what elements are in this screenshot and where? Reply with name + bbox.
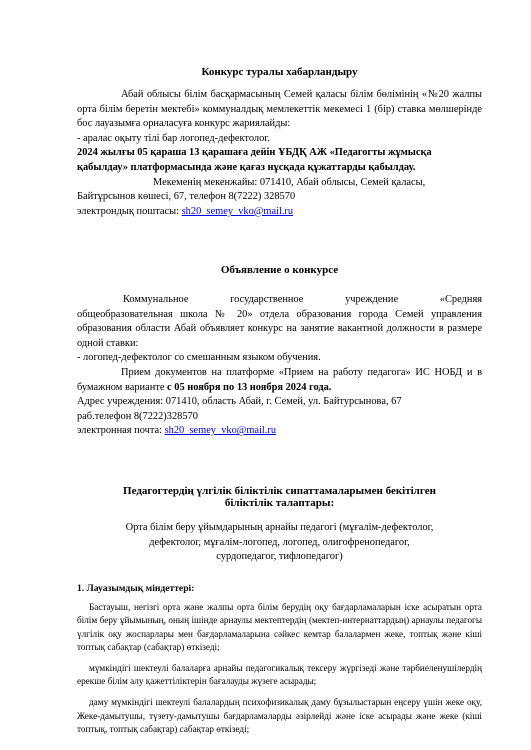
ru-email-line <box>77 424 482 439</box>
ru-address: Адрес учреждения: 071410, область Абай, г. Семей, ул. Байтурсынова, 67 <box>77 396 402 408</box>
kz-email-line <box>77 205 482 220</box>
ru-position: - логопед-дефектолог со смешанным языком обучения. <box>77 352 321 364</box>
ru-dates-bold: с 05 ноября по 13 ноября 2024 года. <box>167 381 332 393</box>
ru-email-link[interactable]: sh20_semey_vko@mail.ru <box>164 425 277 437</box>
ru-word: государственное <box>230 294 304 305</box>
kz-address-line-2: Байтұрсынов көшесі, 67, телефон 8(7222) 328570 <box>77 191 296 203</box>
req-duty-3: даму мүмкіндігі шектеулі балалардың психофизикалық даму бұзылыстарын еңсеру үшін жеке оқу, Жеке-дамытушы, түзету-дамытушы бағдарламаларды әзірлейді және іске асырады және жеке (кіші топтық, топтық сабақтар) сабақтар өткізеді; <box>77 697 482 734</box>
kz-position: - аралас оқыту тілі бар логопед-дефектолог. <box>77 132 270 144</box>
req-duty-2: мүмкіндігі шектеулі балаларға арнайы педагогикалық тексеру жүргізеді және тәрбиеленушілердің ерекше білім алу қажеттіліктерін бағалауды жүзеге асырады; <box>77 663 482 687</box>
kz-body <box>77 88 482 219</box>
ru-body <box>77 293 482 439</box>
req-subtitle-line-1: Орта білім беру ұйымдарының арнайы педагогі (мұғалім-дефектолог, <box>125 522 434 533</box>
kz-title: Конкурс туралы хабарландыру <box>201 66 358 78</box>
req-duties <box>77 582 482 736</box>
req-title-line-1: Педагогтердің үлгілік біліктілік сипаттамаларымен бекітілген <box>123 485 436 497</box>
req-title <box>77 485 482 509</box>
kz-paragraph-1: Абай облысы білім басқармасының Семей қаласы білім бөлімінің «№20 жалпы орта білім беретін мектебі» коммуналдық мемлекеттік мекемесі 1 (бір) ставка мөлшерінде бос лауазымға орналасуға конкурс жариялайды: <box>77 89 482 130</box>
req-duty-1: Бастауыш, негізгі орта және жалпы орта білім берудің оқу бағдарламаларын іске асыратын орта білім беру ұйымының, оның ішінде арнаулы мектептердің (мектеп-интернаттардың) арнаулы педагогы үлгілік оқу жоспарлары мен бағдарламаларына сәйкес кемтар балалармен жеке, топтық және кіші топтық сабақтар (сабақтар) өткізеді; <box>77 602 482 652</box>
kz-email-link[interactable]: sh20_semey_vko@mail.ru <box>181 205 294 217</box>
req-subtitle <box>77 521 482 565</box>
ru-dates-text: Прием документов на платформе «Прием на работу педагога» ИС НОБД и в бумажном варианте <box>77 366 482 393</box>
ru-phone: раб.телефон 8(7222)328570 <box>77 410 198 422</box>
ru-title: Объявление о конкурсе <box>220 264 339 276</box>
kz-dates: 2024 жылғы 05 қараша 13 қарашаға дейін ҰБДҚ АЖ «Педагогты жұмысқа қабылдау» платформасында және қағаз нұсқада құжаттарды қабылдау. <box>77 147 432 173</box>
ru-word: учреждение <box>345 294 399 305</box>
req-subtitle-line-2: дефектолог, мұғалім-логопед, логопед, олигофренопедагог, <box>149 536 410 548</box>
req-title-line-2: біліктілік талаптары: <box>224 497 335 509</box>
ru-paragraph-1: общеобразовательная школа № 20» отдела образования города Семей управления образования области Абай объявляет конкурс на занятие вакантной должности в размере одной ставки: <box>77 308 482 349</box>
kz-address-line-1: Мекеменің мекенжайы: 071410, Абай облысы, Семей қаласы, <box>153 176 426 188</box>
kz-email-label: электрондық поштасы: <box>77 205 182 217</box>
ru-dates-paragraph <box>77 366 482 395</box>
ru-paragraph-1-first-line <box>77 293 482 308</box>
req-subtitle-line-3: сурдопедагог, тифлопедагог) <box>216 551 343 563</box>
req-section-heading: 1. Лауазымдық міндеттері: <box>77 583 195 594</box>
ru-email-label: электронная почта: <box>77 425 165 437</box>
ru-word: «Средняя <box>439 294 482 305</box>
ru-word: Коммунальное <box>123 294 189 305</box>
